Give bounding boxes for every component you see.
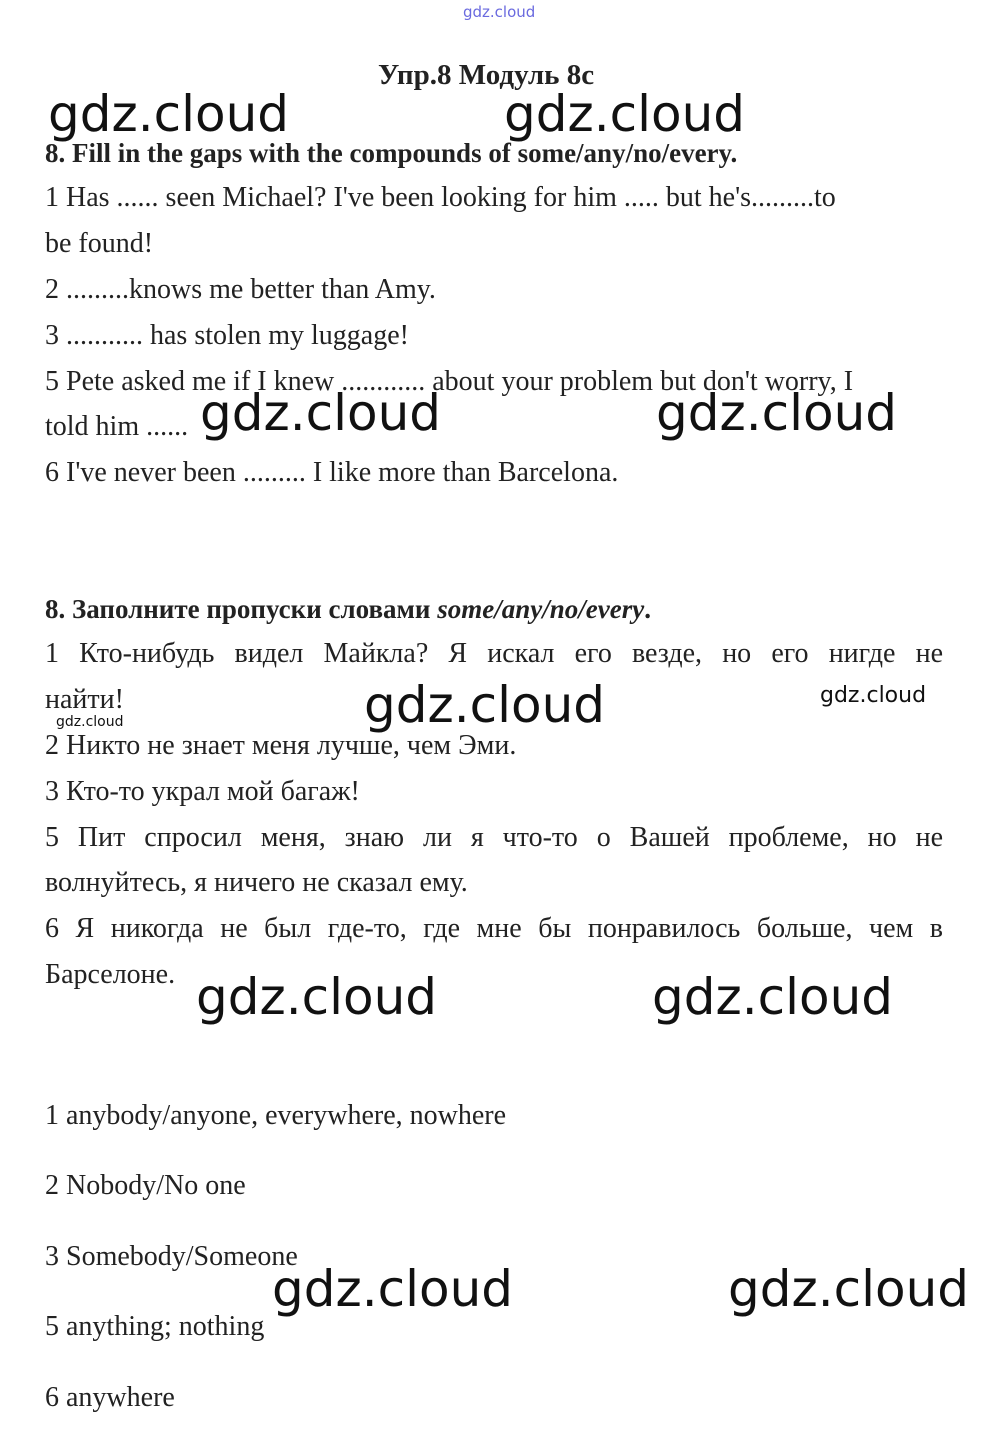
watermark: gdz.cloud	[656, 384, 898, 442]
russian-line-3: 3 Кто-то украл мой багаж!	[45, 776, 360, 807]
answer-3: 3 Somebody/Someone	[45, 1241, 298, 1272]
russian-line-5: 5 Пит спросил меня, знаю ли я что-то о Вашей проблеме, но не	[45, 822, 943, 853]
english-line-6: 6 I've never been ......... I like more than Barcelona.	[45, 457, 619, 488]
russian-line-6-cont: Барселоне.	[45, 959, 176, 990]
answer-2: 2 Nobody/No one	[45, 1170, 246, 1201]
russian-line-1-cont: найти!	[45, 684, 124, 715]
watermark: gdz.cloud	[272, 1260, 514, 1318]
english-line-5-cont: told him ......	[45, 411, 189, 442]
english-line-1-cont: be found!	[45, 228, 154, 259]
watermark: gdz.cloud	[48, 85, 290, 143]
english-line-1: 1 Has ...... seen Michael? I've been looking for him ..... but he's.........to	[45, 182, 836, 213]
answer-5: 5 anything; nothing	[45, 1311, 265, 1342]
english-line-5: 5 Pete asked me if I knew ............ about your problem but don't worry, I	[45, 366, 854, 397]
russian-line-5-cont: волнуйтесь, я ничего не сказал ему.	[45, 867, 468, 898]
russian-line-1: 1 Кто-нибудь видел Майкла? Я искал его везде, но его нигде не	[45, 638, 943, 669]
english-line-2: 2 .........knows me better than Amy.	[45, 274, 436, 305]
answer-1: 1 anybody/anyone, everywhere, nowhere	[45, 1100, 507, 1131]
russian-heading-end: .	[644, 594, 651, 624]
watermark: gdz.cloud	[364, 676, 606, 734]
watermark: gdz.cloud	[196, 968, 438, 1026]
watermark-top: gdz.cloud	[463, 3, 536, 21]
russian-heading	[45, 592, 651, 626]
watermark: gdz.cloud	[56, 714, 124, 730]
english-heading: 8. Fill in the gaps with the compounds of some/any/no/every.	[45, 138, 738, 168]
watermark: gdz.cloud	[728, 1260, 970, 1318]
russian-heading-italic: some/any/no/every	[437, 594, 645, 624]
watermark: gdz.cloud	[820, 683, 927, 708]
watermark: gdz.cloud	[200, 384, 442, 442]
russian-line-6: 6 Я никогда не был где-то, где мне бы понравилось больше, чем в	[45, 913, 943, 944]
page-title: Упр.8 Модуль 8с	[378, 59, 595, 91]
watermark: gdz.cloud	[652, 968, 894, 1026]
russian-heading-text: 8. Заполните пропуски словами	[45, 594, 438, 624]
english-line-3: 3 ........... has stolen my luggage!	[45, 320, 409, 351]
russian-line-2: 2 Никто не знает меня лучше, чем Эми.	[45, 730, 517, 761]
answer-6: 6 anywhere	[45, 1382, 175, 1413]
watermark: gdz.cloud	[504, 85, 746, 143]
